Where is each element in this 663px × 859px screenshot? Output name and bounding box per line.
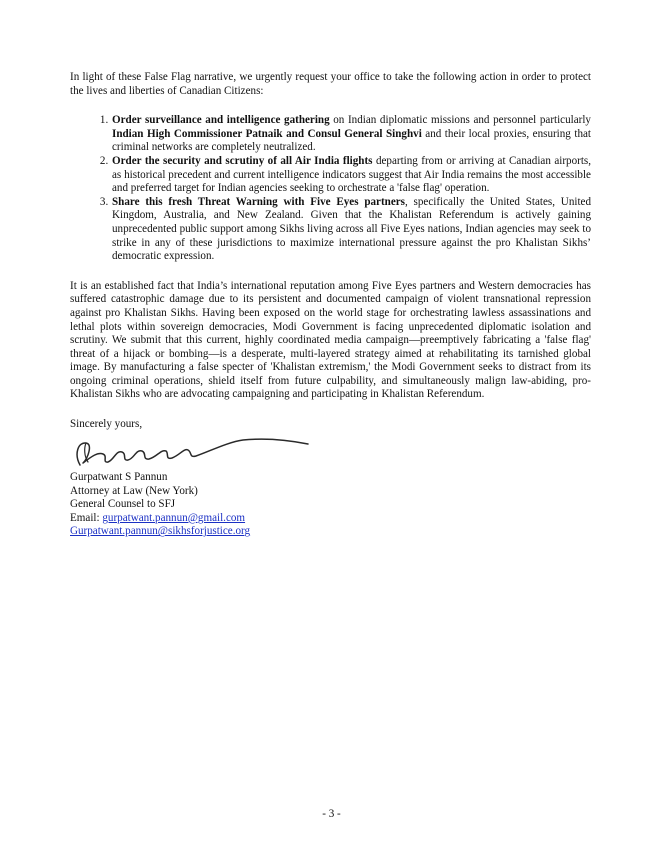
action-item-five-eyes (111, 196, 591, 264)
intro-paragraph: In light of these False Flag narrative, we urgently request your office to take the following action in order to protect the lives and liberties of Canadian Citizens: (70, 71, 591, 97)
body-paragraph: It is an established fact that India’s international reputation among Five Eyes partners and Western democracies has suffered catastrophic damage due to its persistent and documented campaign of violent transnational repression against pro Khalistan Sikhs. Having been exposed on the world stage for orchestrating lawless assassinations and lethal plots within sovereign democracies, Modi Government is facing unprecedented diplomatic isolation and scrutiny. We submit that this current, highly coordinated media campaign—preemptively fabricating a 'false flag' threat of a hijack or bombing—is a desperate, multi-layered strategy aimed at rehabilitating its tarnished global image. By manufacturing a false specter of 'Khalistan extremism,' the Modi Government seeks to distract from its ongoing criminal operations, shield itself from future culpability, and simultaneously malign law-abiding, pro-Khalistan Sikhs who are advocating campaigning and participating in Khalistan Referendum. (70, 279, 591, 401)
action-list (70, 114, 591, 264)
email-line (70, 525, 591, 539)
email-label: Email: (70, 511, 103, 524)
signatory-name: Gurpatwant S Pannun (70, 470, 168, 483)
signatory-role: General Counsel to SFJ (70, 498, 176, 511)
action-item-surveillance (111, 114, 591, 155)
letter-body (70, 71, 591, 539)
email-line (70, 512, 591, 526)
handwritten-signature-icon (68, 432, 318, 474)
action-text: , specifically the United States, United Kingdom, Australia, and New Zealand. Given that the Khalistan Referendum is actively gaining unprecedented public support among Sikhs living across all Five Eyes nations, Indian agencies may seek to strike in any of these jurisdictions to maximize international pressure against the pro Khalistan Sikhs’ democratic expression. (112, 195, 591, 263)
action-heading: Order surveillance and intelligence gathering (112, 114, 330, 127)
action-highlight: Indian High Commissioner Patnaik and Consul General Singhvi (112, 127, 422, 140)
action-item-air-india (111, 155, 591, 196)
closing-salutation: Sincerely yours, (70, 418, 143, 431)
email-link-sfj[interactable]: Gurpatwant.pannun@sikhsforjustice.org (70, 525, 251, 538)
action-text: departing from or arriving at Canadian airports, as historical precedent and current intelligence indicators suggest that Air India remains the most accessible and preferred target for Indian agencies seeking to orchestrate a 'false flag' operation. (112, 154, 591, 195)
signature-block (70, 485, 591, 539)
action-heading: Order the security and scrutiny of all Air India flights (112, 154, 373, 167)
action-text: and their local proxies, ensuring that criminal networks are completely neutralized. (112, 127, 591, 154)
email-link-gmail[interactable]: gurpatwant.pannun@gmail.com (102, 511, 246, 524)
signatory-title: Attorney at Law (New York) (70, 484, 198, 497)
action-heading: Share this fresh Threat Warning with Five Eyes partners (112, 195, 405, 208)
page-number: - 3 - (322, 808, 341, 820)
signature-area (70, 436, 591, 482)
action-text: on Indian diplomatic missions and personnel particularly (329, 114, 591, 127)
